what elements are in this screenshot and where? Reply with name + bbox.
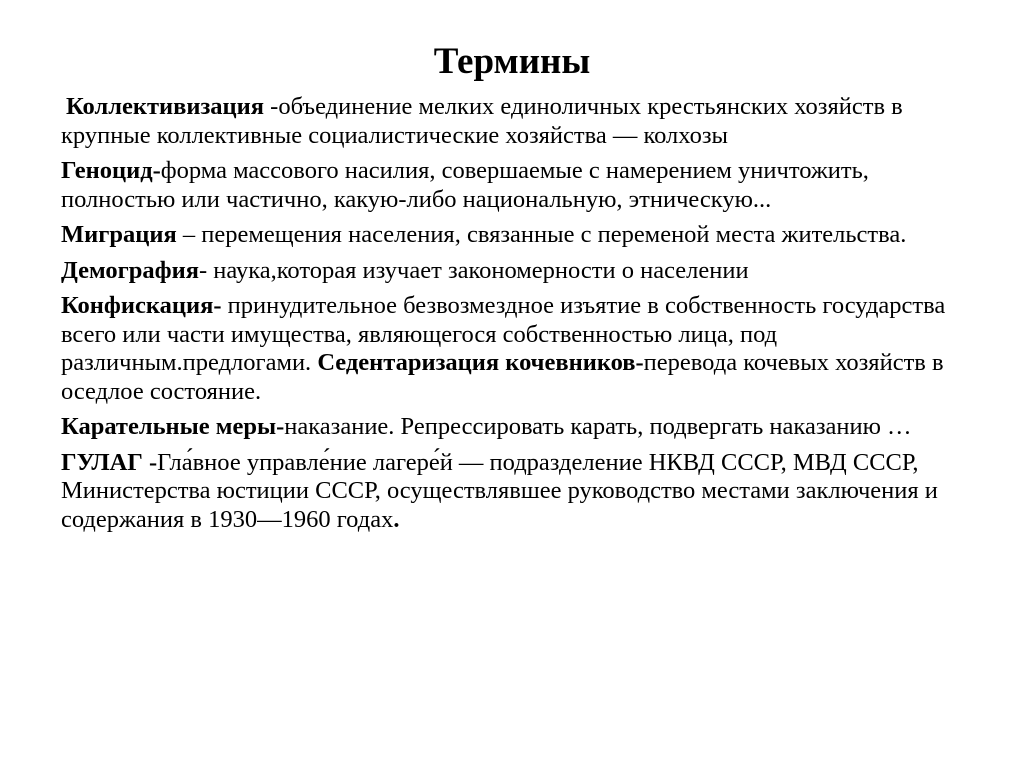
slide-title: Термины	[433, 41, 591, 82]
term-name: Миграция	[61, 221, 177, 248]
term-definition: принудительное безвозмездное изъятие в собственность государства всего или части имущества, являющегося собственностью лица, под различным.предлогами.	[61, 292, 946, 376]
term-name: Геноцид-	[61, 157, 161, 184]
term-name: Конфискация-	[61, 292, 222, 319]
term-item-collectivization	[61, 93, 966, 150]
term-item-gulag	[61, 449, 966, 535]
term-definition: форма массового насилия, совершаемые с намерением уничтожить, полностью или частично, какую-либо национальную, этническую...	[61, 157, 869, 213]
terms-list	[61, 93, 966, 541]
term-definition: наказание. Репрессировать карать, подвергать наказанию …	[284, 413, 912, 440]
term-name: ГУЛАГ -	[61, 448, 158, 476]
term-name: Коллективизация	[66, 93, 265, 120]
term-name: Демография	[61, 256, 199, 284]
term-name-sedentarization: Седентаризация кочевников-	[317, 349, 644, 376]
term-item-punitive-measures	[61, 413, 966, 442]
term-definition: -объединение мелких единоличных крестьянских хозяйств в крупные коллективные социалистические хозяйства — колхозы	[61, 93, 903, 149]
term-item-migration	[61, 221, 966, 250]
term-item-demography	[61, 257, 966, 286]
term-item-confiscation	[61, 292, 966, 406]
term-definition: - наука,которая изучает закономерности о населении	[198, 256, 749, 284]
term-item-genocide	[61, 157, 966, 214]
term-name: Карательные меры-	[61, 413, 285, 440]
term-definition: Гла́вное управле́ние лагере́й — подразделение НКВД СССР, МВД СССР, Министерства юстиции СССР, осуществлявшее руководство местами заключения и содержания в 1930—1960 годах	[61, 448, 938, 533]
term-definition: – перемещения населения, связанные с переменой места жительства.	[176, 221, 907, 248]
term-definition-end: .	[393, 505, 400, 533]
term-definition-sedentarization: перевода кочевых хозяйств в оседлое состояние.	[61, 349, 944, 405]
